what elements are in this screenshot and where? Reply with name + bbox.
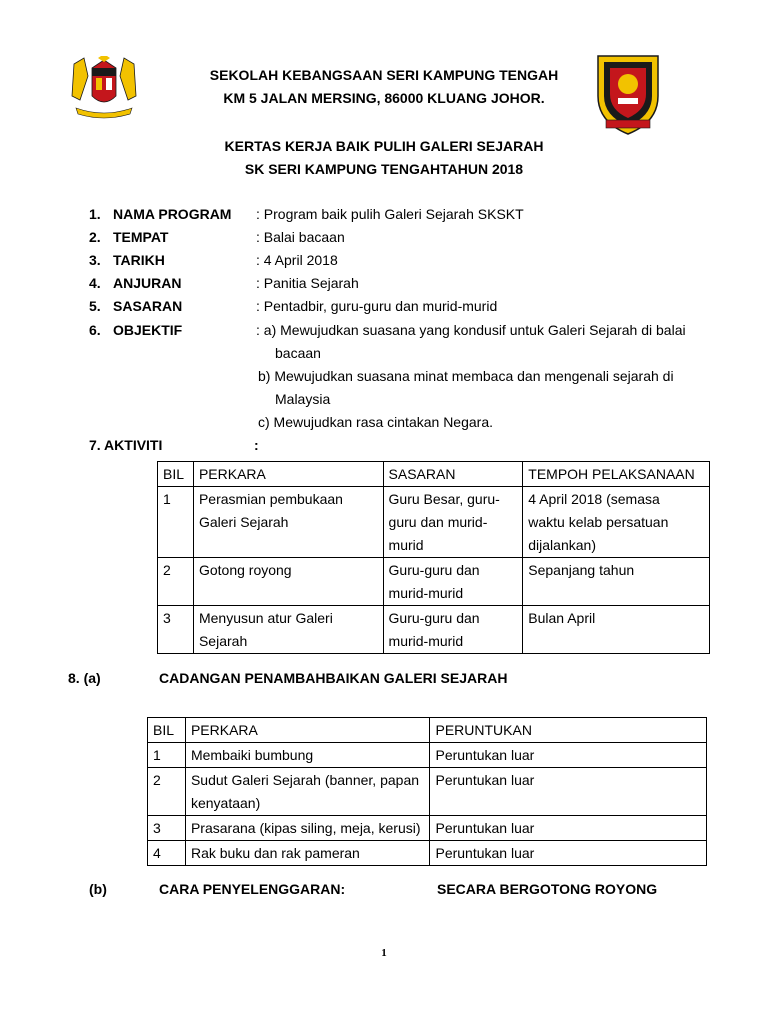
item-number: 6. [89,322,101,338]
table-cell: Sudut Galeri Sejarah (banner, papan kenyataan) [185,768,430,816]
item-value: : 4 April 2018 [256,252,338,268]
item-number: 2. [89,229,101,245]
school-name: SEKOLAH KEBANGSAAN SERI KAMPUNG TENGAH [209,67,559,83]
item-number: 4. [89,275,101,291]
item-value: : Program baik pulih Galeri Sejarah SKSKT [256,206,524,222]
table-header-cell: PERKARA [185,718,430,743]
coat-of-arms-logo [66,56,142,122]
section-b-label: (b) [89,881,107,897]
table-header-row [148,718,707,743]
item-number: 1. [89,206,101,222]
table-cell: Peruntukan luar [430,841,707,866]
table-header-cell: PERUNTUKAN [430,718,707,743]
table-cell: 2 [148,768,186,816]
table-cell: Prasarana (kipas siling, meja, kerusi) [185,816,430,841]
table-cell: Perasmian pembukaan Galeri Sejarah [193,487,383,558]
aktiviti-colon: : [254,437,259,453]
table-cell: Rak buku dan rak pameran [185,841,430,866]
section-8-title: CADANGAN PENAMBAHBAIKAN GALERI SEJARAH [159,670,508,686]
table-cell: Peruntukan luar [430,768,707,816]
table-cell: Peruntukan luar [430,816,707,841]
table-row [148,841,707,866]
table-header-cell: TEMPOH PELAKSANAAN [523,462,710,487]
table-cell: 2 [158,558,194,606]
table-header-cell: SASARAN [383,462,523,487]
aktiviti-table [157,461,710,654]
item-label: SASARAN [113,298,183,314]
document-subtitle: SK SERI KAMPUNG TENGAHTAHUN 2018 [244,161,524,177]
table-header-cell: BIL [148,718,186,743]
item-label: OBJEKTIF [113,322,183,338]
objektif-line: c) Mewujudkan rasa cintakan Negara. [258,414,494,430]
section-b-title: CARA PENYELENGGARAN: [159,881,346,897]
table-row [158,606,710,654]
table-cell: 1 [148,743,186,768]
table-cell: Menyusun atur Galeri Sejarah [193,606,383,654]
item-number: 3. [89,252,101,268]
page-number: 1 [381,947,387,959]
table-header-cell: PERKARA [193,462,383,487]
table-cell: 3 [148,816,186,841]
item-value: : a) Mewujudkan suasana yang kondusif untuk Galeri Sejarah di balai [256,322,686,338]
table-cell: Guru-guru dan murid-murid [383,558,523,606]
table-row [158,558,710,606]
table-row [148,816,707,841]
item-label: ANJURAN [113,275,182,291]
table-cell: Guru Besar, guru- guru dan murid- murid [383,487,523,558]
section-8-label: 8. (a) [68,670,101,686]
objektif-line: bacaan [275,345,321,361]
table-cell: Sepanjang tahun [523,558,710,606]
item-label: NAMA PROGRAM [113,206,232,222]
document-title: KERTAS KERJA BAIK PULIH GALERI SEJARAH [224,138,544,154]
item-value: : Panitia Sejarah [256,275,359,291]
objektif-line: Malaysia [275,391,331,407]
penambahbaikan-table [147,717,707,866]
table-cell: 3 [158,606,194,654]
table-cell: 1 [158,487,194,558]
item-number: 5. [89,298,101,314]
table-cell: Membaiki bumbung [185,743,430,768]
table-cell: Gotong royong [193,558,383,606]
table-row [148,743,707,768]
table-row [158,487,710,558]
item-label: TEMPAT [113,229,169,245]
table-cell: Bulan April [523,606,710,654]
objektif-line: b) Mewujudkan suasana minat membaca dan mengenali sejarah di [258,368,674,384]
table-header-row [158,462,710,487]
table-cell: Guru-guru dan murid-murid [383,606,523,654]
table-cell: 4 [148,841,186,866]
section-b-value: SECARA BERGOTONG ROYONG [437,881,658,897]
table-header-cell: BIL [158,462,194,487]
table-cell: 4 April 2018 (semasa waktu kelab persatuan dijalankan) [523,487,710,558]
item-label: TARIKH [113,252,165,268]
item-value: : Pentadbir, guru-guru dan murid-murid [256,298,498,314]
school-address: KM 5 JALAN MERSING, 86000 KLUANG JOHOR. [223,90,545,106]
aktiviti-label: 7. AKTIVITI [89,437,163,453]
table-cell: Peruntukan luar [430,743,707,768]
item-value: : Balai bacaan [256,229,345,245]
table-row [148,768,707,816]
